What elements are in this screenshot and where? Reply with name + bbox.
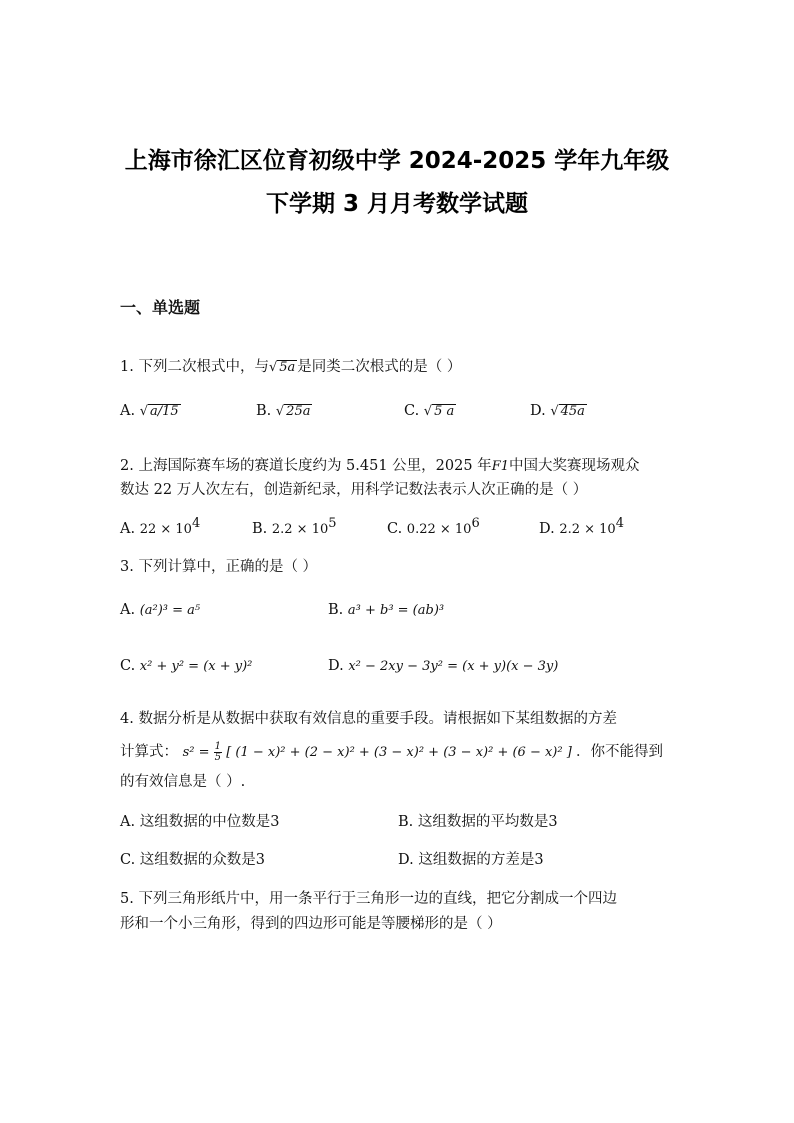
question-5-line1: 5. 下列三角形纸片中，用一条平行于三角形一边的直线，把它分割成一个四边: [120, 891, 617, 907]
q2-option-b[interactable]: B. $2.2 \times 10^5$: [252, 516, 337, 537]
q3-option-a[interactable]: A. (a²)³ = a⁵: [120, 602, 201, 618]
question-4-line1: 4. 数据分析是从数据中获取有效信息的重要手段。请根据如下某组数据的方差: [120, 711, 617, 727]
q1-option-b[interactable]: B. √ 25a: [256, 403, 311, 419]
q4-option-c[interactable]: C. 这组数据的众数是3: [120, 852, 266, 868]
q1-option-d[interactable]: D. √ 45a: [530, 403, 585, 419]
question-2-line2: 数达 22 万人次左右，创造新纪录，用科学记数法表示人次正确的是（ ）: [120, 482, 588, 498]
question-5-line2: 形和一个小三角形，得到的四边形可能是等腰梯形的是（ ）: [120, 916, 502, 932]
q3-option-c[interactable]: C. x² + y² = (x + y)²: [120, 658, 253, 674]
question-2-line1: 2. 上海国际赛车场的赛道长度约为 5.451 公里，2025 年F1中国大奖赛现场观众: [120, 458, 640, 474]
page-title-line1: 上海市徐汇区位育初级中学 2024-2025 学年九年级: [124, 148, 670, 174]
q3-option-d[interactable]: D. x² − 2xy − 3y² = (x + y)(x − 3y): [328, 658, 559, 674]
variance-formula: s² = $\frac{1}{5}$ [ (1 − x)² + (2 − x)² + (3 − x)² + (3 − x)² + (6 − x)² ]: [182, 741, 572, 763]
q1-option-c[interactable]: C. √ 5 a: [404, 403, 455, 419]
question-4-line3: 的有效信息是（ ）.: [120, 774, 246, 790]
q4-option-b[interactable]: B. 这组数据的平均数是3: [398, 814, 558, 830]
q4-option-d[interactable]: D. 这组数据的方差是3: [398, 852, 544, 868]
q1-option-a[interactable]: A. √ a/15: [120, 403, 179, 419]
sqrt-symbol: √ 5a: [268, 360, 296, 375]
q2-option-d[interactable]: D. $2.2 \times 10^4$: [539, 516, 624, 537]
q3-option-b[interactable]: B. a³ + b³ = (ab)³: [328, 602, 445, 618]
question-3-stem: 3. 下列计算中，正确的是（ ）: [120, 559, 318, 575]
question-1-stem: 1. 下列二次根式中，与√ 5a 是同类二次根式的是（ ）: [120, 359, 462, 375]
section-title: 一、单选题: [120, 298, 201, 317]
question-4-line2: 计算式： s² = $\frac{1}{5}$ [ (1 − x)² + (2 − x)² + (3 − x)² + (3 − x)² + (6 − x)² ] ．你不能得到: [120, 741, 663, 763]
q2-option-c[interactable]: C. $0.22 \times 10^6$: [387, 516, 480, 537]
q2-option-a[interactable]: A. $22 \times 10^4$: [120, 516, 201, 537]
page-title-line2: 下学期 3 月月考数学试题: [265, 191, 529, 217]
q4-option-a[interactable]: A. 这组数据的中位数是3: [120, 814, 280, 830]
